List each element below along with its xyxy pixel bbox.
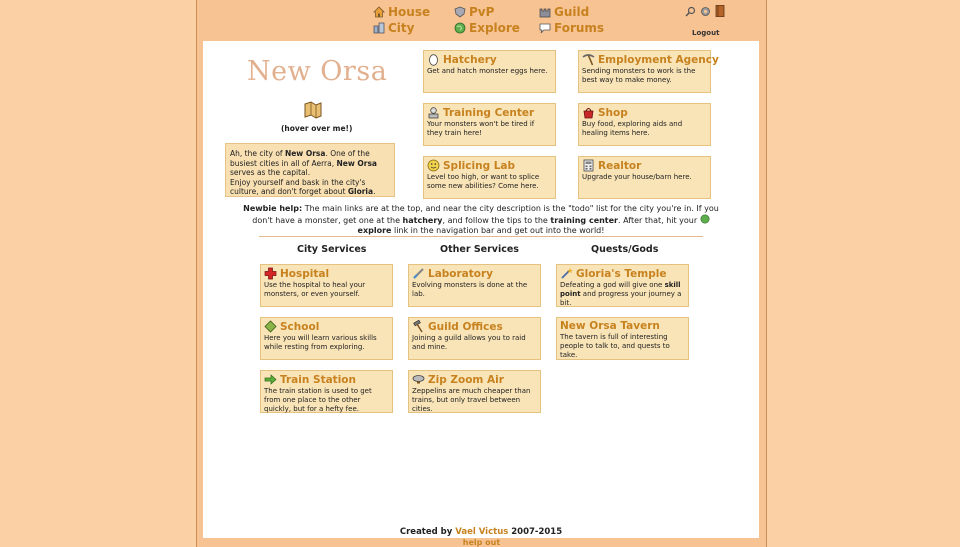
card-title: Employment Agency (598, 53, 719, 66)
card-description: The tavern is full of interesting people to talk to, and quests to take. (560, 333, 670, 359)
book-icon[interactable] (715, 5, 725, 17)
card-title: Train Station (280, 373, 356, 386)
card-laboratory[interactable] (408, 264, 541, 307)
intro-text-1: Ah, the city of (230, 149, 285, 158)
card-title: Gloria's Temple (576, 267, 667, 280)
card-title: Hospital (280, 267, 330, 280)
hammer-icon (412, 320, 425, 333)
card-title: Shop (598, 106, 628, 119)
card-description: Level too high, or want to splice some new abilities? Come here. (427, 173, 540, 190)
page-frame (196, 0, 767, 547)
zeppelin-icon (412, 373, 425, 386)
nav-explore[interactable] (454, 21, 520, 35)
city-logo: New Orsa (247, 56, 388, 87)
card-description: Upgrade your house/barn here. (582, 173, 692, 181)
city-description (225, 143, 395, 197)
nav-guild[interactable] (539, 5, 589, 19)
card-description-text-2: and progress your journey a bit. (560, 290, 682, 307)
card-description: Get and hatch monster eggs here. (427, 67, 548, 75)
card-description (560, 281, 685, 308)
card-description-text-1: Defeating a god will give one (560, 281, 665, 289)
nav-forums[interactable] (539, 21, 604, 35)
card-hospital[interactable] (260, 264, 393, 307)
nav-house-label: House (388, 5, 431, 19)
card-description: Buy food, exploring aids and healing items here. (582, 120, 683, 137)
training-icon (427, 106, 440, 119)
intro-gloria: Gloria (347, 187, 374, 196)
calculator-icon (582, 159, 595, 172)
nav-house[interactable] (373, 5, 430, 19)
card-description: Evolving monsters is done at the lab. (412, 281, 528, 298)
card-title: Hatchery (443, 53, 497, 66)
nav-city-label: City (388, 21, 415, 35)
logout-link[interactable]: Logout (692, 29, 720, 37)
smiley-icon (427, 159, 440, 172)
city-icon (373, 22, 385, 34)
shield-icon (454, 6, 466, 18)
card-train-station[interactable] (260, 370, 393, 413)
card-title: Guild Offices (428, 320, 503, 333)
card-description: Joining a guild allows you to raid and mine. (412, 334, 526, 351)
globe-icon (700, 214, 710, 224)
card-description: Sending monsters to work is the best way to make money. (582, 67, 696, 84)
card-school[interactable] (260, 317, 393, 360)
card-guild-offices[interactable] (408, 317, 541, 360)
hover-hint: (hover over me!) (281, 124, 353, 133)
card-title: Training Center (443, 106, 535, 119)
castle-icon (539, 6, 551, 18)
help-keyword-hatchery: hatchery (402, 216, 443, 225)
book-green-icon (264, 320, 277, 333)
help-text-4: link in the navigation bar and get out into the world! (391, 226, 605, 235)
help-text-1: The main links are at the top, and near the city description is the "todo" list for the city you're in. If you don't have a monster, get one at the (252, 204, 719, 225)
help-text-3: . After that, hit your (618, 216, 700, 225)
card-hatchery[interactable] (423, 50, 556, 93)
intro-text-5: . (373, 187, 376, 196)
help-text-2: , and follow the tips to the (442, 216, 551, 225)
intro-city-name-1: New Orsa (284, 149, 326, 158)
egg-icon (427, 53, 440, 66)
footer-created-by: Created by (399, 527, 456, 537)
gear-icon[interactable] (700, 6, 711, 17)
intro-city-name-2: New Orsa (336, 158, 377, 168)
test-tube-icon (412, 267, 425, 280)
help-keyword-training-center: training center (550, 216, 619, 225)
card-splicing-lab[interactable] (423, 156, 556, 199)
card-realtor[interactable] (578, 156, 711, 199)
card-description: The train station is used to get from one place to the other quickly, but for a hefty fee. (264, 387, 372, 413)
help-keyword-explore: explore (357, 226, 392, 235)
card-shop[interactable] (578, 103, 711, 146)
column-header-other-services: Other Services (440, 244, 519, 255)
intro-text-3: serves as the capital. (230, 168, 311, 177)
main-content (203, 41, 759, 538)
card-title: School (280, 320, 320, 333)
bag-icon (582, 106, 595, 119)
column-header-quests-gods: Quests/Gods (591, 244, 659, 255)
card-description-skill-point: skill point (560, 281, 681, 298)
card-employment-agency[interactable] (578, 50, 719, 93)
speech-bubble-icon (539, 22, 551, 34)
nav-explore-label: Explore (469, 21, 520, 35)
search-icon[interactable] (685, 6, 696, 17)
card-zip-zoom-air[interactable] (408, 370, 541, 413)
author-link[interactable]: Vael Victus (455, 527, 509, 537)
toolbar-icons (685, 5, 725, 17)
card-training-center[interactable] (423, 103, 556, 146)
help-out-link[interactable]: help out (462, 538, 501, 547)
intro-text-2: . One of the busiest cities in all of Aerra, (230, 149, 370, 168)
card-description: Use the hospital to heal your monsters, or even yourself. (264, 281, 366, 298)
help-label: Newbie help: (243, 204, 303, 213)
newbie-help (241, 204, 721, 236)
red-cross-icon (264, 267, 277, 280)
card-title: Splicing Lab (443, 159, 516, 172)
pickaxe-icon (582, 53, 595, 66)
footer-credit (203, 527, 759, 537)
card-description: Here you will learn various skills while resting from exploring. (264, 334, 377, 351)
map-icon[interactable] (302, 99, 324, 121)
nav-guild-label: Guild (554, 5, 590, 19)
card-description: Your monsters won't be tired if they train here! (427, 120, 535, 137)
card-new-orsa-tavern[interactable] (556, 317, 689, 360)
card-title: Zip Zoom Air (428, 373, 504, 386)
card-title: Laboratory (428, 267, 494, 280)
wand-icon (560, 267, 573, 280)
card-glorias-temple[interactable] (556, 264, 689, 307)
nav-forums-label: Forums (554, 21, 605, 35)
house-icon (373, 6, 385, 18)
nav-pvp[interactable] (454, 5, 494, 19)
section-divider (259, 236, 703, 237)
column-header-city-services: City Services (297, 244, 367, 255)
card-title: Realtor (598, 159, 642, 172)
top-navigation (197, 0, 766, 40)
card-title: New Orsa Tavern (560, 320, 660, 332)
nav-city[interactable] (373, 21, 414, 35)
nav-pvp-label: PvP (469, 5, 495, 19)
card-description: Zeppelins are much cheaper than trains, but only travel between cities. (412, 387, 531, 413)
intro-text-4: Enjoy yourself and bask in the city's culture, and don't forget about (230, 177, 366, 196)
arrow-right-icon (264, 373, 277, 386)
globe-icon (454, 22, 466, 34)
footer-years: 2007-2015 (508, 527, 563, 537)
